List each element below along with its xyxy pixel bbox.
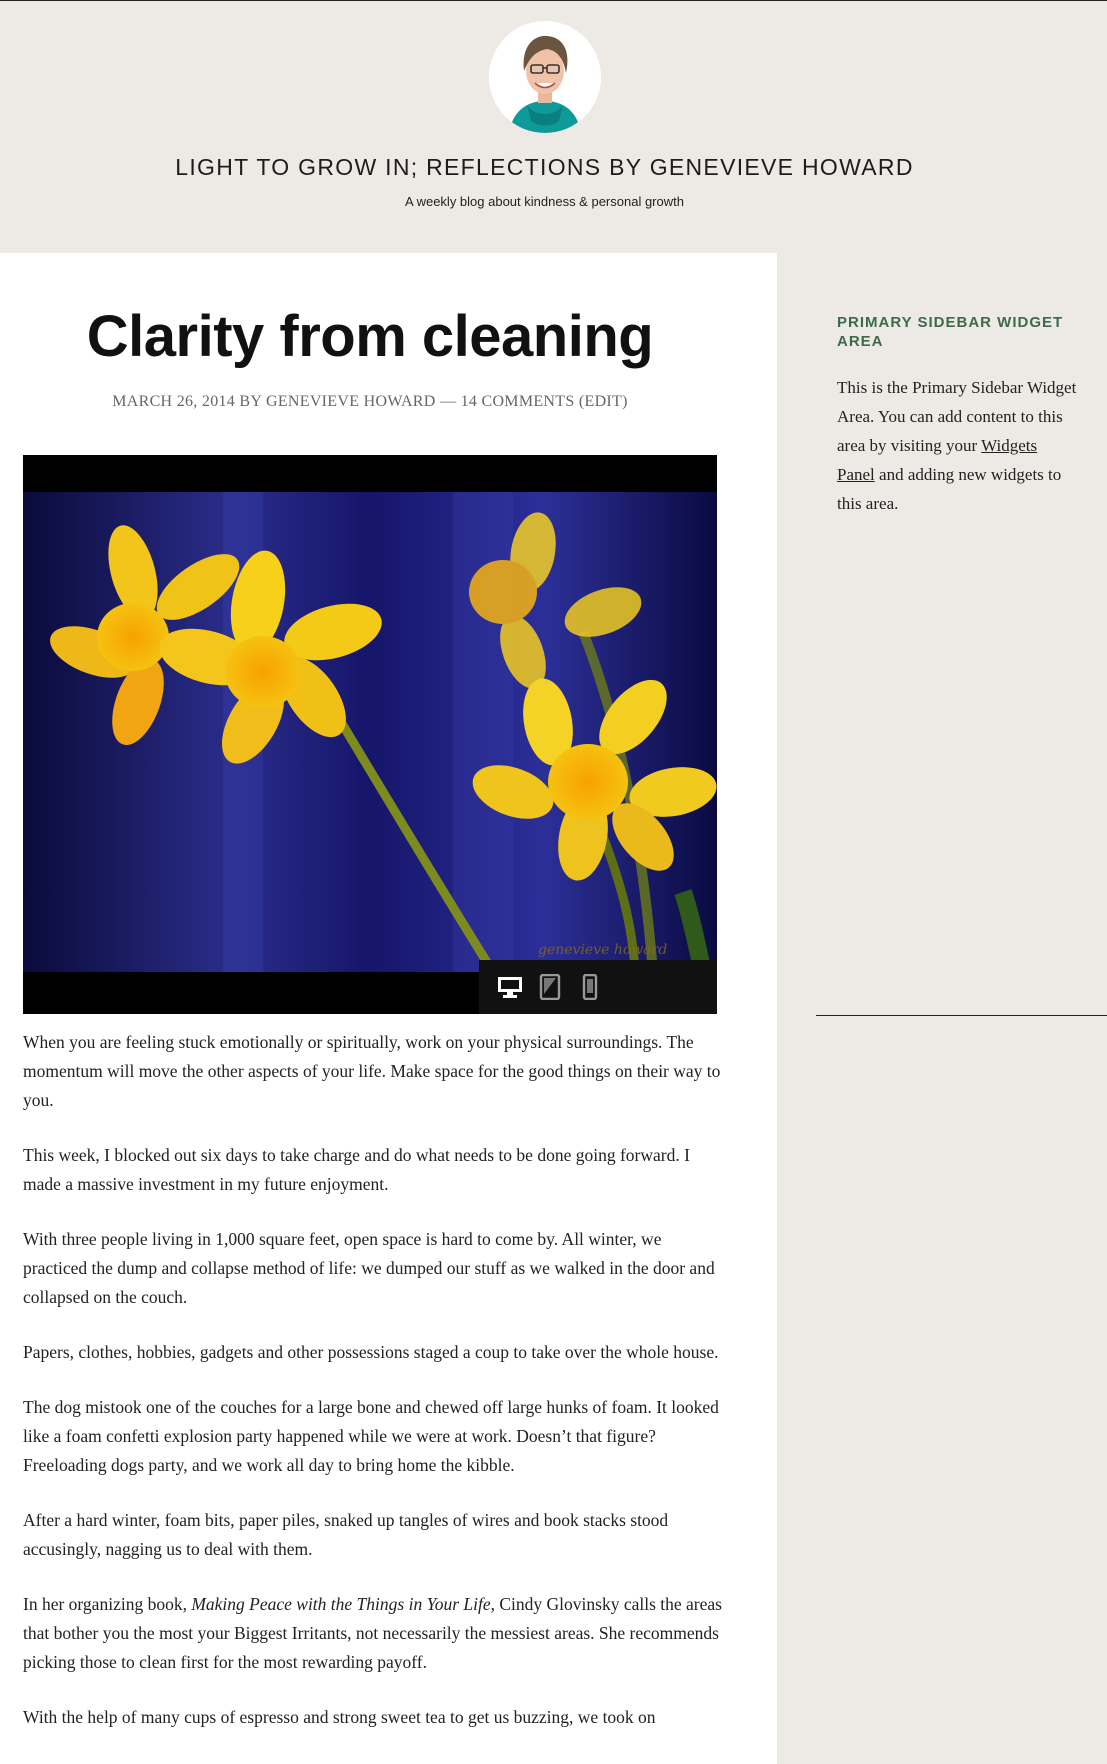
post-content	[23, 1028, 723, 1758]
paragraph: This week, I blocked out six days to take charge and do what needs to be done going forward. I made a massive investment in my future enjoyment.	[23, 1145, 690, 1194]
widget-text	[837, 373, 1077, 518]
post-author-link[interactable]: GENEVIEVE HOWARD	[265, 393, 436, 410]
paragraph: With the help of many cups of espresso and strong sweet tea to get us buzzing, we took on	[23, 1707, 656, 1727]
author-avatar[interactable]	[489, 21, 601, 133]
site-header	[0, 0, 1107, 253]
desktop-icon[interactable]	[497, 974, 523, 1000]
site-title[interactable]: LIGHT TO GROW IN; REFLECTIONS BY GENEVIEVE HOWARD	[175, 154, 914, 180]
primary-sidebar	[837, 313, 1077, 518]
paragraph: With three people living in 1,000 square feet, open space is hard to come by. All winter, we practiced the dump and collapse method of life: we dumped our stuff as we walked in the door and collapsed on the couch.	[23, 1229, 715, 1307]
post-title[interactable]: Clarity from cleaning	[86, 304, 654, 369]
paragraph-text: In her organizing book,	[23, 1594, 192, 1614]
paragraph: When you are feeling stuck emotionally or spiritually, work on your physical surroundings. The momentum will move the other aspects of your life. Make space for the good things on their way to you.	[23, 1032, 721, 1110]
paragraph	[23, 1590, 723, 1677]
site-description: A weekly blog about kindness & personal growth	[405, 194, 684, 209]
author-portrait-image	[489, 21, 601, 133]
post-image-viewer	[23, 455, 717, 1014]
sidebar-divider	[816, 1015, 1107, 1016]
edit-link[interactable]: (EDIT)	[578, 393, 628, 410]
daffodil-photo	[23, 492, 717, 972]
paragraph: The dog mistook one of the couches for a large bone and chewed off large hunks of foam. It looked like a foam confetti explosion party happened while we were at work. Doesn’t that figure? Freeloading dogs party, and we work all day to bring home the kibble.	[23, 1397, 719, 1475]
widgets-panel-link[interactable]: Widgets Panel	[837, 436, 1038, 484]
widget-text-before: This is the Primary Sidebar Widget Area. You can add content to this area by visiting your	[837, 378, 1077, 455]
post-meta	[0, 393, 740, 411]
book-title: Making Peace with the Things in Your Life	[191, 1594, 491, 1614]
widget-title: PRIMARY SIDEBAR WIDGET AREA	[837, 314, 1064, 350]
phone-icon[interactable]	[577, 974, 603, 1000]
widget-text-after: and adding new widgets to this area.	[837, 465, 1062, 513]
comments-link[interactable]: 14 COMMENTS	[460, 393, 575, 410]
paragraph: After a hard winter, foam bits, paper piles, snaked up tangles of wires and book stacks stood accusingly, nagging us to deal with them.	[23, 1510, 669, 1559]
post-date[interactable]: MARCH 26, 2014	[112, 393, 236, 410]
paragraph-text: , Cindy Glovinsky calls the areas that bother you the most your Biggest Irritants, not necessarily the messiest areas. She recommends picking those to clean first for the most rewarding payoff.	[23, 1594, 722, 1672]
meta-separator: —	[439, 393, 457, 410]
tablet-icon[interactable]	[537, 974, 563, 1000]
view-mode-toolbar	[479, 960, 717, 1014]
photo-watermark: genevieve howard	[538, 942, 668, 958]
post-by-label: BY	[239, 393, 262, 410]
paragraph: Papers, clothes, hobbies, gadgets and other possessions staged a coup to take over the whole house.	[23, 1342, 719, 1362]
main-content	[0, 253, 777, 1764]
